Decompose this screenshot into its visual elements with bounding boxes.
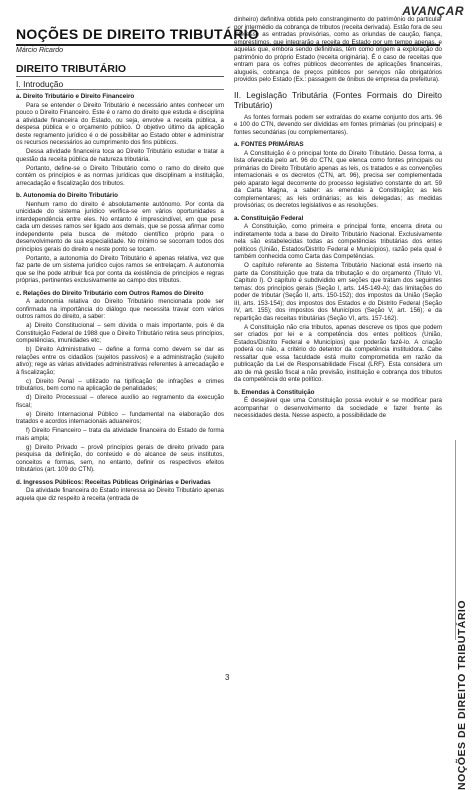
page-number: 3 xyxy=(225,673,230,682)
paragraph: O capítulo referente ao Sistema Tributário Nacional está inserto na parte da Constituição que trata da tributação e do orçamento (Título VI, Capítulo I). O capítulo é subdividido em seções que tratam dos seguintes temas: dos princípios gerais (Seção I, arts. 145-149-A); das limitações do poder de tributar (Seção II, arts. 150-152); dos impostos da União (Seção III, arts. 153-154); dos impostos dos Estados e do Distrito Federal (Seção IV, art. 155); dos impostos dos Municípios (Seção V, art. 156); e da repartição das receitas tributárias (Seção VI, arts. 157-162). xyxy=(234,262,442,322)
paragraph: Para se entender o Direito Tributário é necessário antes conhecer um pouco o Direito Financeiro. Este é o ramo do direito que estuda e disciplina a atividade financeira do Estado, ou seja, envolve a receita pública, a despesa pública e o orçamento público. O objetivo último da aplicação deste regramento jurídico é o de possibilitar ao Estado obter e administrar os recursos necessários ao cumprimento dos fins públicos. xyxy=(16,101,224,146)
list-item: g) Direito Privado – provê princípios gerais de direito privado para pesquisa da definição, do conteúdo e do alcance de seus institutos, conceitos e formas, sem, no entanto, definir os respectivos efeitos tributários (art. 109 do CTN). xyxy=(16,443,224,473)
right-column xyxy=(234,16,442,421)
list-item: a) Direito Constitucional – sem dúvida o mais importante, pois é da Constituição Federal de 1988 que o Direito Tributário retira seus princípios, competências, imunidades etc; xyxy=(16,322,224,344)
subsection-heading: b. Emendas à Constituição xyxy=(234,388,315,396)
section-title-legislacao: II. Legislação Tributária (Fontes Formais do Direito Tributário) xyxy=(234,89,442,110)
page-header-title: NOÇÕES DE DIREITO TRIBUTÁRIO xyxy=(16,26,260,42)
paragraph: A Constituição, como primeira e principal fonte, encerra direta ou indiretamente toda a base do Direito Tributário Nacional. Exclusivamente nela são estabelecidas todas as competências tributárias dos entes políticos (União, Estados/Distrito Federal e Municípios), razão pela qual é também conhecida como Carta das Competências. xyxy=(234,223,442,260)
chapter-title: DIREITO TRIBUTÁRIO xyxy=(16,66,224,77)
paragraph: A autonomia relativa do Direito Tributário mencionada pode ser confirmada na importância do diálogo que necessita travar com vários outros ramos do direito, a saber: xyxy=(16,298,224,320)
paragraph: Portanto, a autonomia do Direito Tributário é apenas relativa, vez que faz parte de um sistema jurídico cujos ramos se entrelaçam. A autonomia que se lhe pode atribuir fica por conta da existência de princípios e regras próprias, pertinentes exclusivamente ao campo dos tributos. xyxy=(16,254,224,284)
paragraph: Dessa atividade financeira toca ao Direito Tributário estudar e tratar a questão da receita pública de natureza tributária. xyxy=(16,148,224,163)
paragraph: Da atividade financeira do Estado interessa ao Direito Tributário apenas aquela que diz respeito à receita (entrada de xyxy=(16,487,224,502)
paragraph: Portanto, define-se o Direito Tributário como o ramo do direito que contém os princípios e as normas jurídicas que disciplinam a instituição, arrecadação e fiscalização dos tributos. xyxy=(16,164,224,187)
author-name: Márcio Ricardo xyxy=(16,47,64,54)
subsection-heading: d. Ingressos Públicos: Receitas Públicas Originárias e Derivadas xyxy=(16,478,211,486)
left-column xyxy=(16,60,224,504)
list-item: b) Direito Administrativo – define a forma como devem se dar as relações entre os cidadãos (sujeitos passivos) e a administração (sujeito ativo); rege as várias atividades administrativas referentes à arrecadação e à fiscalização; xyxy=(16,346,224,376)
side-section-label: NOÇÕES DE DIREITO TRIBUTÁRIO xyxy=(456,600,468,790)
list-item: e) Direito Internacional Público – fundamental na elaboração dos tratados e acordos internacionais aduaneiros; xyxy=(16,410,224,425)
paragraph: dinheiro) definitiva obtida pelo constrangimento do patrimônio do particular por intermédio da cobrança de tributos (receita derivada). Estão fora de seu interesse as entradas provisórias, como as oriundas de caução, fiança, empréstimos, que integrarão a receita do Estado por um tempo apenas, e aquelas que, embora sendo definitivas, têm como origem a exploração do patrimônio do próprio Estado (receita originária). É o caso de receitas que entram para os cofres públicos decorrentes de aplicações financeiras, aluguéis, cobrança de preços públicos por serviços não obrigatórios providos pelo Estado (Ex.: passagem de ônibus de empresa da prefeitura). xyxy=(234,16,442,83)
list-item: c) Direito Penal – utilizado na tipificação de infrações e crimes tributários, bem como na aplicação de penalidades; xyxy=(16,377,224,392)
subsection-heading: a. Direito Tributário e Direito Financeiro xyxy=(16,93,135,100)
list-item: d) Direito Processual – oferece auxílio ao regramento da execução fiscal; xyxy=(16,394,224,409)
paragraph: É desejável que uma Constituição possa evoluir e se modificar para acompanhar o desenvolvimento da sociedade e fazer frente às necessidades desta. Nesse aspecto, a possibilidade de xyxy=(234,397,442,419)
list-item: f) Direito Financeiro – trata da atividade financeira do Estado de forma mais ampla; xyxy=(16,427,224,442)
paragraph: A Constituição é o principal fonte do Direito Tributário. Dessa forma, a lista oferecida pelo art. 96 do CTN, que elenca como fontes principais ou primárias do Direito Tributário apenas as leis, os tratados e as convenções internacionais e os decretos (CTN, art. 96), precisa ser complementada pelo aparato legal decorrente do processo legislativo constante do art. 59 da Carta Magna, a saber: as emendas à Constituição; as leis complementares; as leis ordinárias; as leis delegadas; as medidas provisórias; os decretos legislativos e as resoluções. xyxy=(234,149,442,209)
subsection-heading: a. Constituição Federal xyxy=(234,214,304,222)
section-title-introducao: I. Introdução xyxy=(16,81,224,91)
paragraph: As fontes formais podem ser extraídas do exame conjunto dos arts. 96 e 100 do CTN, devendo ser divididas em fontes primárias (ou principais) e fontes secundárias (ou complementares). xyxy=(234,113,442,136)
subsection-heading: c. Relações do Direito Tributário com Outros Ramos do Direito xyxy=(16,289,204,297)
subsection-heading: a. FONTES PRIMÁRIAS xyxy=(234,141,304,148)
paragraph: A Constituição não cria tributos, apenas descreve os tipos que podem ser criados por lei e a competência dos entes políticos (União, Estados/Distrito Federal e Municípios) que poderão fazê-lo. A criação poderá ou não, a critério do detentor da competência instituidora. Cabe ressaltar que essa faculdade está muito comprometida em razão da publicação da Lei de Responsabilidade Fiscal (LRF). Esta considera um ato de má gestão fiscal a não previsão, instituição e cobrança dos tributos da competência do ente político. xyxy=(234,323,442,383)
paragraph: Nenhum ramo do direito é absolutamente autônomo. Por conta da unicidade do sistema jurídico verifica-se em vários oportunidades a interdependência entre eles. No entanto é imprescindível, em que pese cada um desses ramos ser ligado aos demais, que se possa afirmar como independente pela busca de método científico próprio para o desenvolvimento de sua especialidade. No mínimo se socorram todos dos princípios gerais do direito e neste ponto se tocam. xyxy=(16,200,224,253)
brand-logo: AVANÇAR xyxy=(402,4,464,18)
subsection-heading: b. Autonomia do Direito Tributário xyxy=(16,192,118,199)
